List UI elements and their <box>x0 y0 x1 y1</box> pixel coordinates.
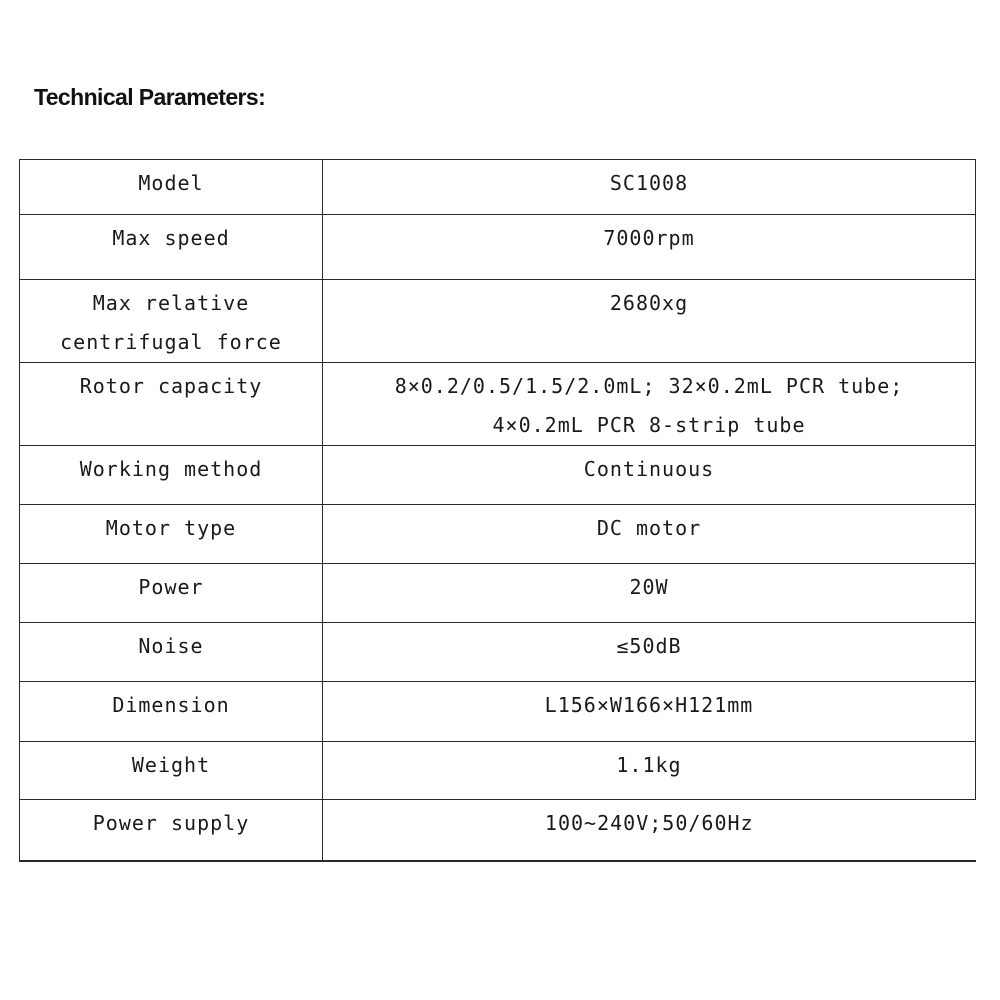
parameter-label: Motor type <box>20 505 323 564</box>
parameter-label: Max relative centrifugal force <box>20 280 323 363</box>
parameter-value: 2680xg <box>323 280 976 363</box>
parameter-label: Working method <box>20 446 323 505</box>
parameter-label: Model <box>20 160 323 215</box>
parameter-label: Power supply <box>20 800 323 861</box>
parameter-value: 7000rpm <box>323 215 976 280</box>
table-row <box>20 280 976 363</box>
parameter-label: Dimension <box>20 682 323 742</box>
table-row <box>20 564 976 623</box>
parameter-value: 1.1kg <box>323 742 976 800</box>
table-row <box>20 363 976 446</box>
table-row <box>20 623 976 682</box>
table-row <box>20 505 976 564</box>
table-row <box>20 742 976 800</box>
page-title: Technical Parameters: <box>34 84 266 110</box>
parameter-value: SC1008 <box>323 160 976 215</box>
table-row <box>20 160 976 215</box>
parameter-value: DC motor <box>323 505 976 564</box>
table-row <box>20 215 976 280</box>
parameter-value: Continuous <box>323 446 976 505</box>
parameter-label: Max speed <box>20 215 323 280</box>
table-row <box>20 800 976 861</box>
parameter-label: Power <box>20 564 323 623</box>
technical-parameters-table <box>19 159 976 862</box>
parameter-value: ≤50dB <box>323 623 976 682</box>
parameter-label: Noise <box>20 623 323 682</box>
table-row <box>20 682 976 742</box>
parameter-value: 20W <box>323 564 976 623</box>
parameter-value: 8×0.2/0.5/1.5/2.0mL; 32×0.2mL PCR tube; 4×0.2mL PCR 8-strip tube <box>323 363 976 446</box>
table-row <box>20 446 976 505</box>
parameter-label: Rotor capacity <box>20 363 323 446</box>
parameter-value: L156×W166×H121mm <box>323 682 976 742</box>
parameter-label: Weight <box>20 742 323 800</box>
parameter-value: 100~240V;50/60Hz <box>323 800 976 861</box>
